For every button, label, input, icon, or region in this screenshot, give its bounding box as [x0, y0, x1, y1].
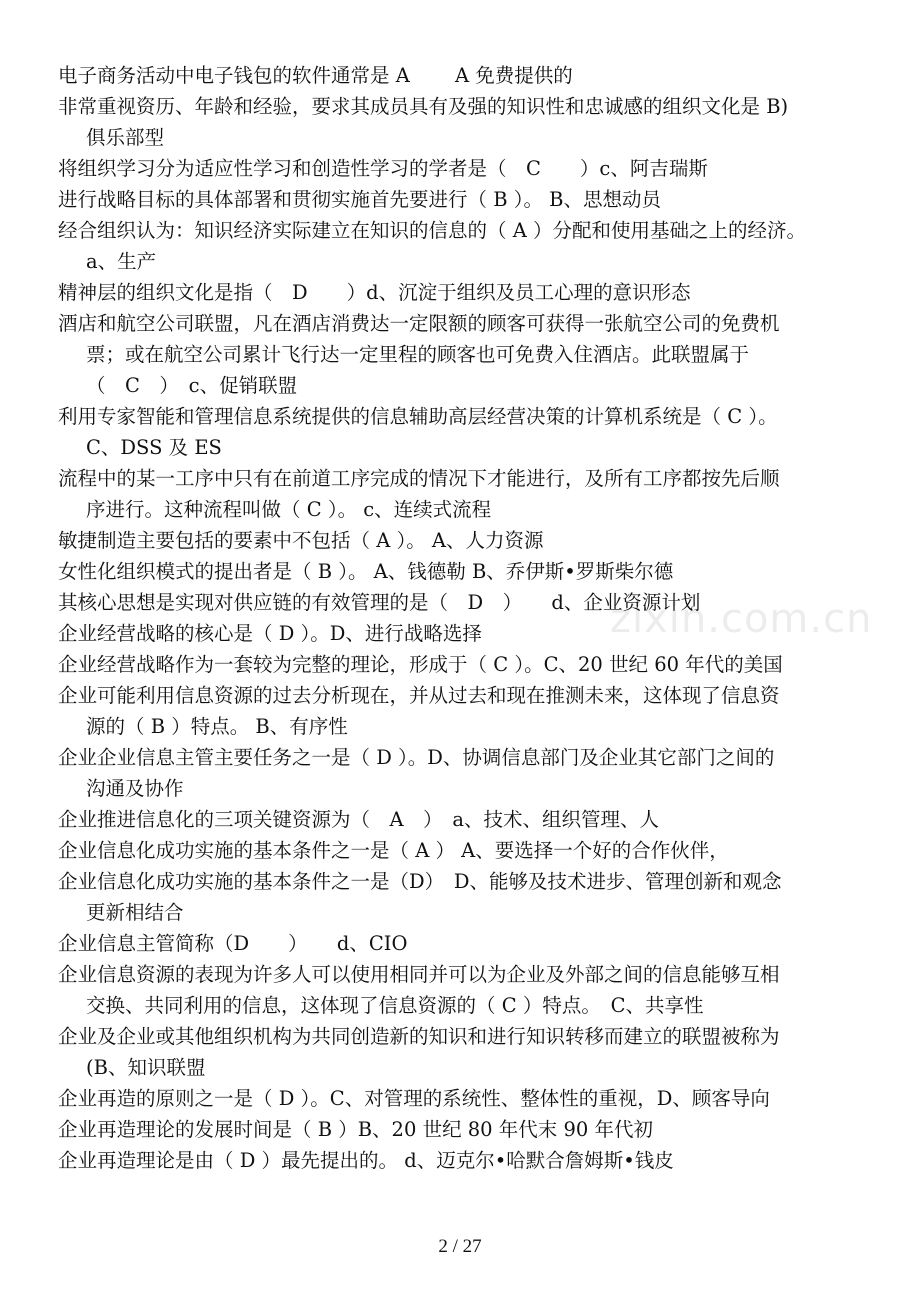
text-line: 女性化组织模式的提出者是（ B ）。 A、钱德勒 B、乔伊斯•罗斯柴尔德: [58, 560, 674, 583]
text-line-continuation: （ C ） c、促销联盟: [86, 374, 298, 397]
watermark: zixin.com.cn: [610, 596, 873, 642]
text-line: 经合组织认为：知识经济实际建立在知识的信息的（ A ）分配和使用基础之上的经济。: [58, 219, 806, 242]
text-line: 企业信息化成功实施的基本条件之一是（D） D、能够及技术进步、管理创新和观念: [58, 870, 782, 893]
text-line: 企业推进信息化的三项关键资源为（ A ） a、技术、组织管理、人: [58, 808, 659, 831]
page-number: 2 / 27: [438, 1236, 482, 1257]
text-line-continuation: a、生产: [86, 250, 157, 273]
text-line-continuation: 票；或在航空公司累计飞行达一定里程的顾客也可免费入住酒店。此联盟属于: [86, 343, 750, 366]
text-line-continuation: 交换、共同利用的信息，这体现了信息资源的（ C ）特点。 C、共享性: [86, 994, 704, 1017]
text-line: 企业信息化成功实施的基本条件之一是（ A ） A、要选择一个好的合作伙伴，: [58, 839, 729, 862]
text-line: 其核心思想是实现对供应链的有效管理的是（ D ） d、企业资源计划: [58, 591, 701, 614]
text-line-continuation: 更新相结合: [86, 901, 184, 924]
text-line: 酒店和航空公司联盟，凡在酒店消费达一定限额的顾客可获得一张航空公司的免费机: [58, 312, 780, 335]
text-line-continuation: 俱乐部型: [86, 126, 165, 149]
text-line: 利用专家智能和管理信息系统提供的信息辅助高层经营决策的计算机系统是（ C ）。: [58, 405, 778, 428]
text-line-continuation: C、DSS 及 ES: [86, 436, 222, 459]
text-line: 企业信息资源的表现为许多人可以使用相同并可以为企业及外部之间的信息能够互相: [58, 963, 780, 986]
text-line: 进行战略目标的具体部署和贯彻实施首先要进行（ B ）。 B、思想动员: [58, 188, 662, 211]
text-line: 敏捷制造主要包括的要素中不包括（ A ）。 A、人力资源: [58, 529, 544, 552]
text-line: 企业经营战略的核心是（ D ）。D、进行战略选择: [58, 622, 482, 645]
text-line: 非常重视资历、年龄和经验，要求其成员具有及强的知识性和忠诚感的组织文化是 B): [58, 95, 789, 118]
text-line: 企业再造理论的发展时间是（ B ）B、20 世纪 80 年代末 90 年代初: [58, 1118, 653, 1141]
text-line: 电子商务活动中电子钱包的软件通常是 A A 免费提供的: [58, 64, 573, 87]
text-line: 企业可能利用信息资源的过去分析现在，并从过去和现在推测未来，这体现了信息资: [58, 684, 780, 707]
text-line: 企业企业信息主管主要任务之一是（ D ）。D、协调信息部门及企业其它部门之间的: [58, 746, 775, 769]
text-line-continuation: 序进行。这种流程叫做（ C ）。 c、连续式流程: [86, 498, 492, 521]
text-line: 企业再造理论是由（ D ）最先提出的。 d、迈克尔•哈默合詹姆斯•钱皮: [58, 1149, 674, 1172]
text-line: 流程中的某一工序中只有在前道工序完成的情况下才能进行，及所有工序都按先后顺: [58, 467, 780, 490]
text-line: 将组织学习分为适应性学习和创造性学习的学者是（ C ）c、阿吉瑞斯: [58, 157, 708, 180]
text-line-continuation: (B、知识联盟: [86, 1056, 206, 1079]
text-line: 企业经营战略作为一套较为完整的理论，形成于（ C ）。C、20 世纪 60 年代的美国: [58, 653, 783, 676]
text-line: 企业及企业或其他组织机构为共同创造新的知识和进行知识转移而建立的联盟被称为: [58, 1025, 780, 1048]
text-line: 企业再造的原则之一是（ D ）。C、对管理的系统性、整体性的重视，D、顾客导向: [58, 1087, 770, 1110]
text-line-continuation: 沟通及协作: [86, 777, 184, 800]
text-line: 企业信息主管简称（D ） d、CIO: [58, 932, 408, 955]
text-line: 精神层的组织文化是指（ D ）d、沉淀于组织及员工心理的意识形态: [58, 281, 691, 304]
text-line-continuation: 源的（ B ）特点。 B、有序性: [86, 715, 348, 738]
